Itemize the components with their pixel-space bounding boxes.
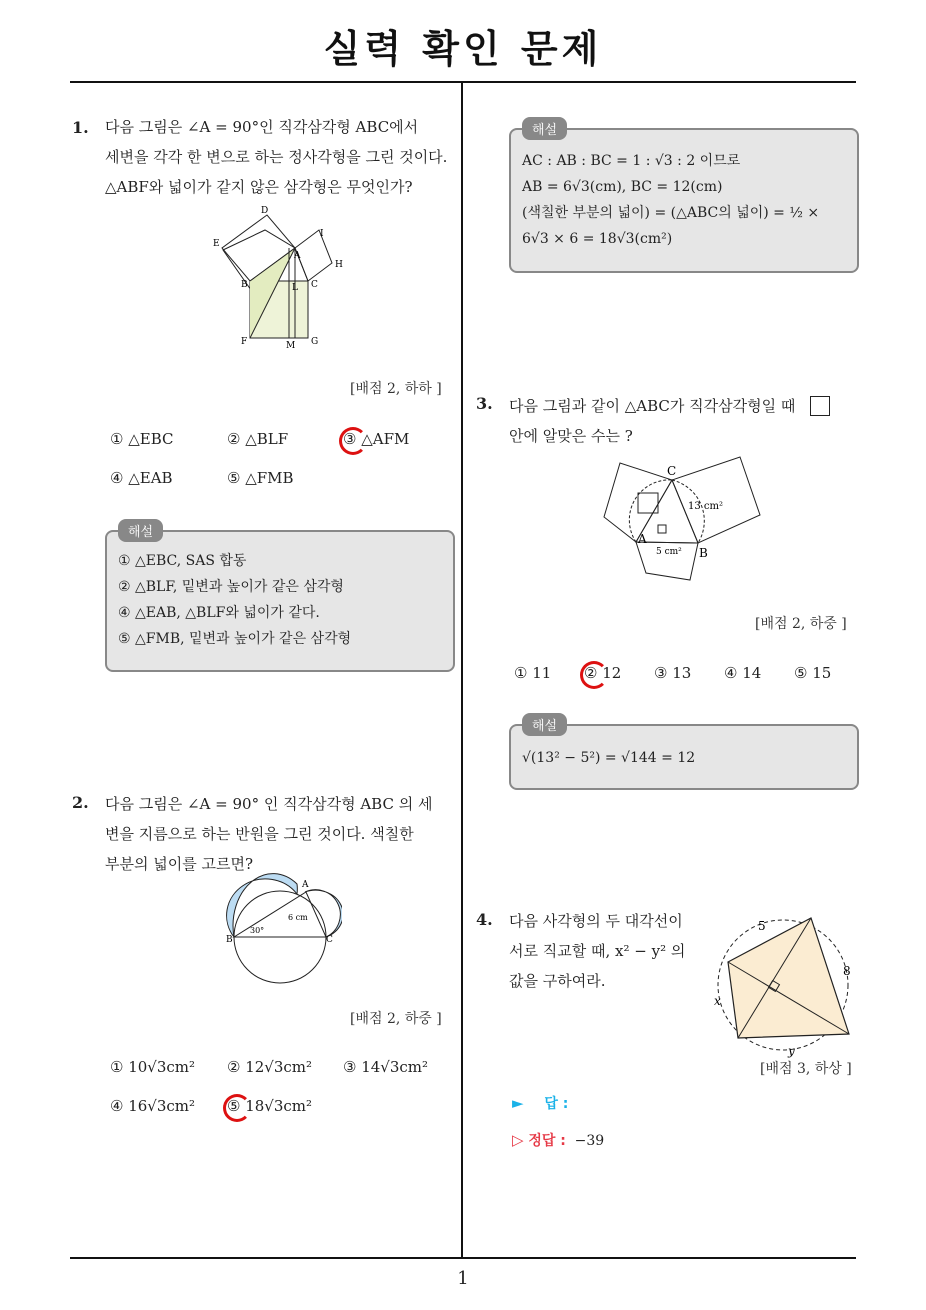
solution-line: AB = 6√3(cm), BC = 12(cm) (522, 179, 723, 195)
fig-label-c: C (667, 464, 677, 478)
fig-label-b: B (226, 935, 233, 945)
quadrilateral (728, 918, 849, 1038)
question-1-figure (205, 200, 365, 355)
column-divider (461, 83, 463, 1258)
fig-label-a: A (638, 532, 647, 546)
question-1-choice[interactable]: ① △EBC (110, 430, 174, 448)
question-3-choice[interactable]: ② 12 (584, 664, 622, 682)
square-abed (222, 215, 295, 281)
fig-label-g: G (311, 337, 319, 347)
question-2-choice[interactable]: ② 12√3cm² (227, 1058, 313, 1076)
fig-label-angle: 30° (250, 926, 265, 935)
question-4-line: 다음 사각형의 두 대각선이 (509, 912, 683, 930)
solution-line: ② △BLF, 밑변과 높이가 같은 삼각형 (118, 579, 344, 595)
solution-line: √(13² − 5²) = √144 = 12 (522, 750, 696, 766)
page-title: 실력 확인 문제 (323, 27, 603, 71)
fig-label-b: B (699, 546, 708, 560)
question-2-choice[interactable]: ⑤ 18√3cm² (227, 1097, 313, 1115)
fig-label-a: A (302, 880, 309, 890)
question-2-choice[interactable]: ① 10√3cm² (110, 1058, 196, 1076)
question-1-line: 다음 그림은 ∠A = 90°인 직각삼각형 ABC에서 (105, 118, 419, 136)
fig-label-length: 6 cm (288, 913, 308, 922)
fig-label-area-13: 13 cm² (688, 501, 723, 512)
fig-label-a: A (294, 251, 301, 261)
fig-label-h: H (335, 260, 343, 270)
question-4-number: 4. (476, 910, 493, 929)
answer-label: 답 : (544, 1096, 569, 1112)
page-number: 1 (457, 1268, 469, 1289)
question-3-choice[interactable]: ④ 14 (724, 664, 762, 682)
fig-label-l: L (292, 283, 298, 293)
question-2-text (105, 789, 455, 879)
shaded-lune-ac (305, 890, 342, 937)
solution-line: ④ △EAB, △BLF와 넓이가 같다. (118, 605, 320, 621)
fig-label-d: D (261, 206, 269, 216)
solution-tag: 해설 (522, 117, 567, 140)
question-1-text (105, 112, 455, 202)
question-4-line: 값을 구하여라. (509, 972, 606, 990)
fig-label-i: I (320, 229, 324, 239)
answer-blank-box (810, 396, 830, 416)
question-1-choice[interactable]: ⑤ △FMB (227, 469, 294, 487)
question-3-line: 안에 알맞은 수는 ? (509, 427, 633, 445)
question-1-line: 세변을 각각 한 변으로 하는 정사각형을 그린 것이다. (105, 148, 448, 166)
answer-triangle-icon: ► (512, 1094, 524, 1112)
question-2-number: 2. (72, 793, 89, 812)
question-4-score: [배점 3, 하상 ] (760, 1061, 852, 1077)
correct-triangle-icon: ▷ (512, 1131, 524, 1149)
fig-label-area-5: 5 cm² (656, 547, 682, 557)
question-4-figure (708, 910, 858, 1060)
square-bc (672, 457, 760, 543)
solution-line: ⑤ △FMB, 밑변과 높이가 같은 삼각형 (118, 631, 352, 647)
question-3-line: 다음 그림과 같이 △ABC가 직각삼각형일 때 (509, 397, 796, 415)
fig-label-b: B (241, 280, 248, 290)
question-1-choice[interactable]: ② △BLF (227, 430, 289, 448)
solution-tag: 해설 (522, 713, 567, 736)
question-1-choice[interactable]: ③ △AFM (343, 430, 410, 448)
fig-label-e: E (213, 239, 220, 249)
question-3-choice[interactable]: ③ 13 (654, 664, 692, 682)
question-1-solution-text (118, 548, 448, 652)
solution-line: AC : AB : BC = 1 : √3 : 2 이므로 (522, 153, 741, 169)
question-2-figure (222, 872, 342, 992)
question-1-score: [배점 2, 하하 ] (350, 381, 442, 397)
correct-answer-value: −39 (574, 1133, 605, 1149)
question-1-line: △ABF와 넓이가 같지 않은 삼각형은 무엇인가? (105, 178, 413, 196)
question-2-solution-text (522, 148, 852, 252)
question-3-choice[interactable]: ① 11 (514, 664, 552, 682)
question-2-line: 다음 그림은 ∠A = 90° 인 직각삼각형 ABC 의 세 (105, 795, 433, 813)
top-divider (70, 81, 856, 83)
bottom-divider (70, 1257, 856, 1259)
square-acih (295, 230, 332, 281)
question-3-score: [배점 2, 하중 ] (755, 616, 847, 632)
answer-circle-mark (339, 427, 367, 455)
question-1-choice[interactable]: ④ △EAB (110, 469, 173, 487)
solution-line: ① △EBC, SAS 합동 (118, 553, 247, 569)
fig-label-y: y (788, 1044, 795, 1058)
question-3-text (509, 391, 829, 451)
question-2-score: [배점 2, 하중 ] (350, 1011, 442, 1027)
fig-label-side-8: 8 (843, 964, 851, 978)
fig-label-x: x (714, 994, 721, 1008)
solution-tag: 해설 (118, 519, 163, 542)
question-2-line: 변을 지름으로 하는 반원을 그린 것이다. 색칠한 (105, 825, 414, 843)
question-4-line: 서로 직교할 때, x² − y² 의 (509, 942, 686, 960)
answer-row (512, 1093, 568, 1113)
question-2-line: 부분의 넓이를 고르면? (105, 855, 253, 873)
question-4-text (509, 906, 709, 996)
correct-answer-row (512, 1130, 604, 1150)
fig-label-c: C (311, 280, 318, 290)
answer-circle-mark (223, 1094, 251, 1122)
fig-label-side-5: 5 (758, 919, 766, 933)
question-3-number: 3. (476, 394, 493, 413)
correct-answer-label: 정답 : (528, 1133, 566, 1149)
question-3-choice[interactable]: ⑤ 15 (794, 664, 832, 682)
fig-label-m: M (286, 341, 296, 351)
solution-line: 6√3 × 6 = 18√3(cm²) (522, 231, 673, 247)
fig-label-c: C (326, 935, 333, 945)
fig-label-f: F (241, 337, 248, 347)
question-1-number: 1. (72, 118, 89, 137)
solution-line: (색칠한 부분의 넓이) = (△ABC의 넓이) = ½ × (522, 205, 820, 221)
question-2-choice[interactable]: ④ 16√3cm² (110, 1097, 196, 1115)
question-3-figure (600, 455, 780, 585)
answer-circle-mark (580, 661, 608, 689)
question-2-choice[interactable]: ③ 14√3cm² (343, 1058, 429, 1076)
